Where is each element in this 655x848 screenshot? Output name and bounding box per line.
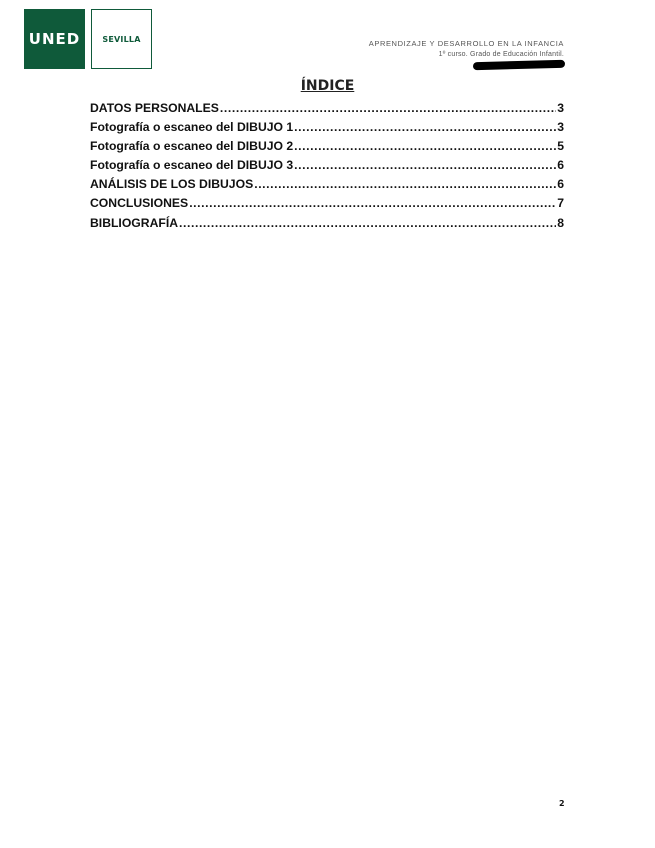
toc-entry-page: 8 — [557, 215, 564, 230]
course-info: 1º curso. Grado de Educación Infantil. — [438, 51, 564, 58]
toc-dot-leader — [294, 139, 556, 153]
toc-entry-title: DATOS PERSONALES — [90, 101, 219, 115]
toc-dot-leader — [254, 177, 556, 191]
toc-dot-leader — [294, 158, 556, 172]
toc-entry-datos-personales[interactable] — [90, 101, 564, 120]
toc-entry-title: Fotografía o escaneo del DIBUJO 1 — [90, 120, 294, 135]
toc-entry-page: 3 — [557, 120, 564, 135]
toc-entry-dibujo-1[interactable] — [90, 120, 564, 139]
toc-entry-title: Fotografía o escaneo del DIBUJO 2 — [90, 139, 294, 154]
toc-dot-leader — [220, 101, 556, 115]
redaction-mark — [473, 60, 565, 70]
sevilla-logo-text: SEVILLA — [102, 34, 141, 44]
sevilla-logo — [91, 9, 152, 69]
toc-dot-leader — [189, 196, 556, 210]
toc-entry-bibliografia[interactable] — [90, 216, 564, 235]
toc-entry-title: BIBLIOGRAFÍA — [90, 215, 179, 230]
toc-entry-title: Fotografía o escaneo del DIBUJO 3 — [90, 158, 294, 173]
toc-entry-page: 6 — [557, 177, 564, 192]
toc-dot-leader — [179, 216, 556, 230]
toc-title: ÍNDICE — [300, 78, 355, 94]
uned-logo-text: UNED — [28, 30, 81, 48]
toc-dot-leader — [294, 120, 556, 134]
toc-entry-dibujo-2[interactable] — [90, 139, 564, 158]
toc-entry-title: ANÁLISIS DE LOS DIBUJOS — [90, 177, 254, 192]
toc-entry-page: 5 — [557, 139, 564, 154]
toc-entry-conclusiones[interactable] — [90, 196, 564, 215]
toc-entry-page: 6 — [557, 158, 564, 173]
toc-entry-analisis[interactable] — [90, 177, 564, 196]
page-header-info — [369, 38, 564, 60]
toc-entry-dibujo-3[interactable] — [90, 158, 564, 177]
toc-entry-page: 3 — [557, 101, 564, 115]
toc-entry-title: CONCLUSIONES — [90, 196, 189, 211]
page-number: 2 — [559, 799, 565, 808]
table-of-contents — [90, 101, 564, 235]
toc-entry-page: 7 — [557, 196, 564, 211]
uned-logo — [24, 9, 85, 69]
subject-title: APRENDIZAJE Y DESARROLLO EN LA INFANCIA — [368, 39, 564, 48]
